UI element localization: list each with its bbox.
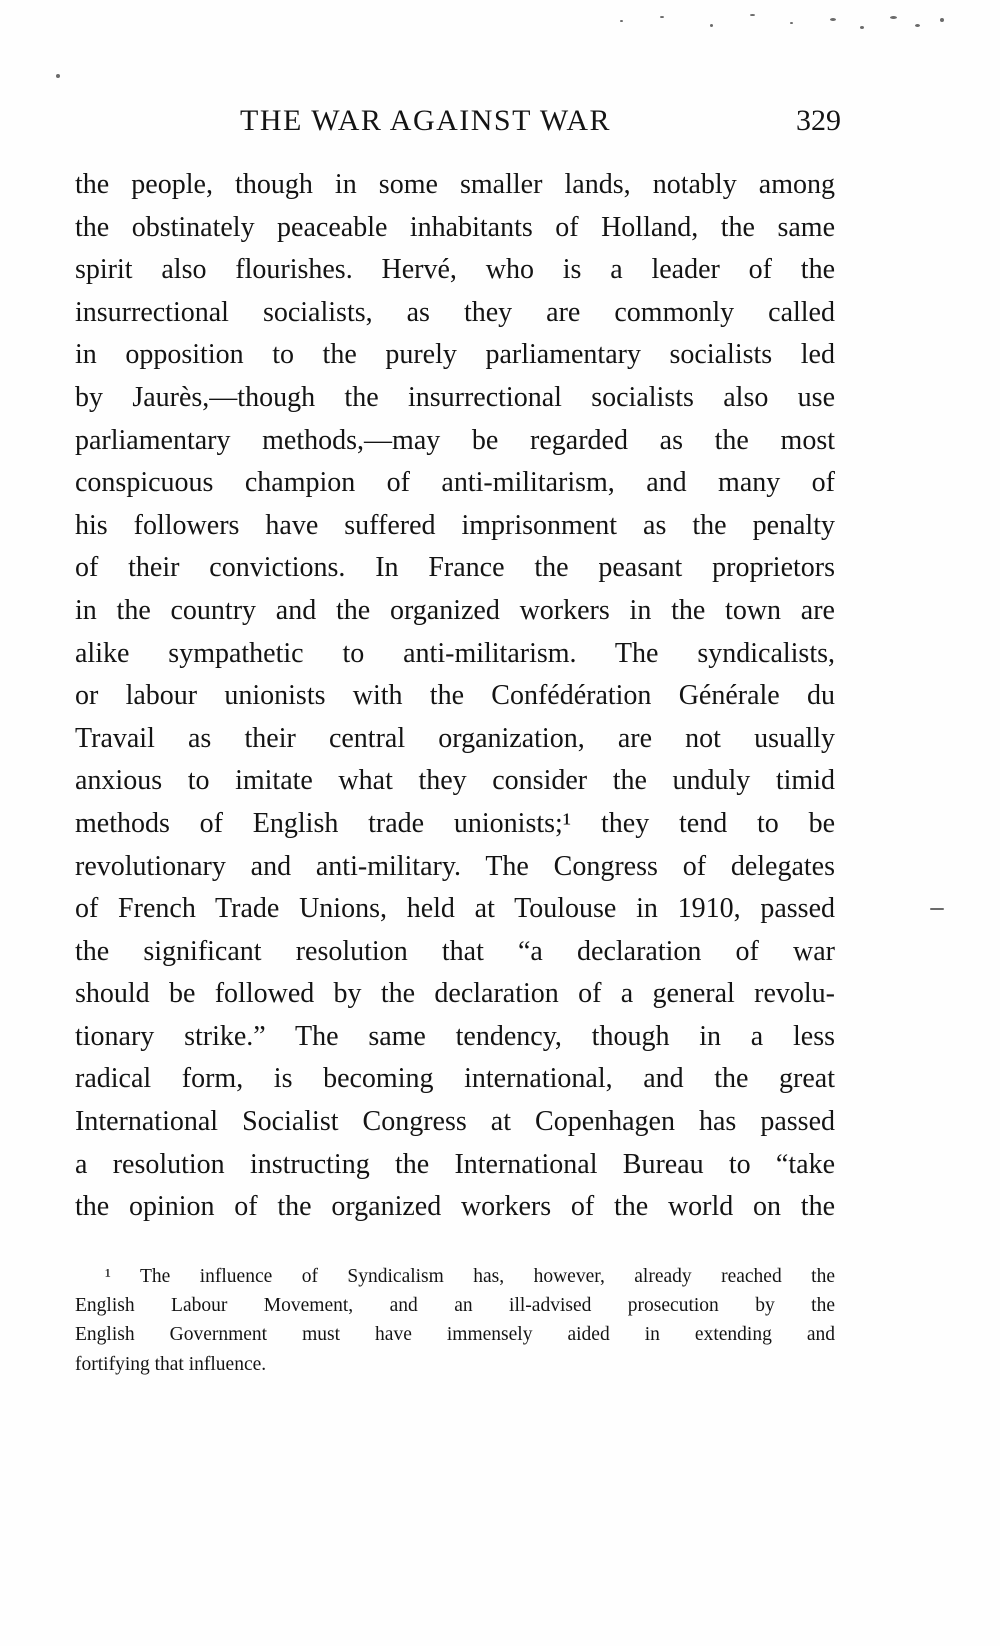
- text-line: insurrectional socialists, as they are commonly called: [75, 296, 835, 328]
- text-line: methods of English trade unionists;¹ they tend to be: [75, 807, 835, 839]
- footnote-line: ¹ The influence of Syndicalism has, however, already reached the: [105, 1266, 835, 1287]
- footnote-line: English Government must have immensely aided in extending and: [75, 1324, 835, 1346]
- text-line: revolutionary and anti-military. The Congress of delegates: [75, 850, 835, 882]
- scan-speck: [56, 74, 60, 78]
- text-line: tionary strike.” The same tendency, though in a less: [75, 1020, 835, 1052]
- text-line: a resolution instructing the International Bureau to “take: [75, 1148, 835, 1180]
- text-line: in the country and the organized workers in the town are: [75, 594, 835, 626]
- text-line: the significant resolution that “a declaration of war: [75, 935, 835, 967]
- page-header: [240, 104, 880, 144]
- text-line: anxious to imitate what they consider the unduly timid: [75, 765, 835, 797]
- text-line: the obstinately peaceable inhabitants of Holland, the same: [75, 211, 835, 243]
- scan-speck: [930, 908, 944, 910]
- text-line: alike sympathetic to anti-militarism. The syndicalists,: [75, 637, 835, 669]
- footnote: [75, 1262, 835, 1379]
- page-number: 329: [796, 104, 841, 137]
- text-line: parliamentary methods,—may be regarded as the most: [75, 424, 835, 456]
- text-line: Travail as their central organization, are not usually: [75, 722, 835, 754]
- text-line: of their convictions. In France the peasant proprietors: [75, 552, 835, 584]
- text-line: radical form, is becoming international, and the great: [75, 1063, 835, 1095]
- text-line: by Jaurès,—though the insurrectional socialists also use: [75, 381, 835, 413]
- scan-noise: [600, 6, 960, 46]
- footnote-line: English Labour Movement, and an ill-advised prosecution by the: [75, 1295, 835, 1317]
- text-line: his followers have suffered imprisonment as the penalty: [75, 509, 835, 541]
- text-line: the opinion of the organized workers of the world on the: [75, 1191, 835, 1223]
- text-line: of French Trade Unions, held at Toulouse in 1910, passed: [75, 893, 835, 925]
- footnote-line: fortifying that influence.: [75, 1353, 267, 1375]
- body-text: [75, 164, 835, 1229]
- text-line: or labour unionists with the Confédération Générale du: [75, 680, 835, 712]
- text-line: spirit also flourishes. Hervé, who is a leader of the: [75, 254, 835, 286]
- text-line: should be followed by the declaration of a general revolu-: [75, 978, 835, 1010]
- text-line: International Socialist Congress at Copenhagen has passed: [75, 1106, 835, 1138]
- text-line: the people, though in some smaller lands, notably among: [75, 169, 835, 200]
- text-line: in opposition to the purely parliamentary socialists led: [75, 339, 835, 371]
- running-title: THE WAR AGAINST WAR: [240, 104, 612, 137]
- text-line: conspicuous champion of anti-militarism, and many of: [75, 467, 835, 499]
